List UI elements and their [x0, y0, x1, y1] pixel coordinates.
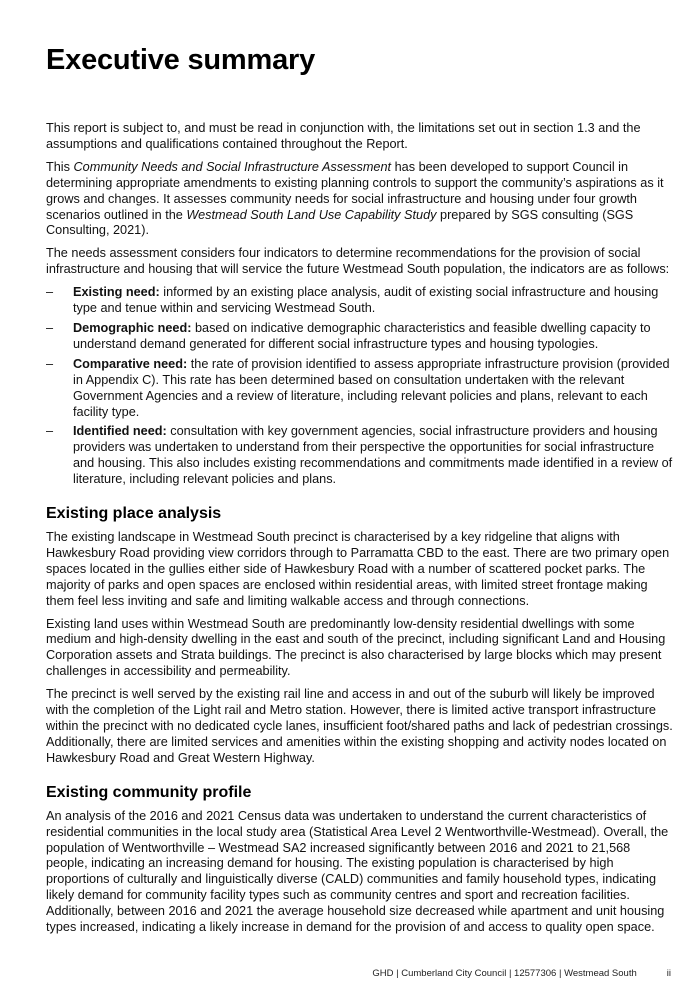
- intro-p2-text-b: has been developed to support Council in determining appropriate amendments to existing planning controls to support the community’s aspirations as it grows and changes. It assesses community needs for social infrastructure and housing under four growth scenarios outlined in the: [46, 159, 664, 222]
- community-profile-paragraph-1: An analysis of the 2016 and 2021 Census data was undertaken to understand the current characteristics of residential communities in the local study area (Statistical Area Level 2 Wentworthville-Westmead). Overall, the population of Wentworthville – Westmead SA2 increased significantly between 2016 and 2021 to 21,568 people, indicating an increasing demand for housing. The existing population is characterised by high proportions of culturally and linguistically diverse (CALD) communities and family household types, indicating likely demand for community facility types such as community centres and sport and recreation facilities. Additionally, between 2016 and 2021 the average household size decreased while apartment and unit housing types increased, indicating a likely increase in demand for the provision of and access to quality open space.: [46, 808, 669, 935]
- assessment-title-italic: Community Needs and Social Infrastructure Assessment: [73, 159, 392, 174]
- place-analysis-paragraph-1: The existing landscape in Westmead South precinct is characterised by a key ridgeline that aligns with Hawkesbury Road providing view corridors through to Parramatta CBD to the east. There are two primary open spaces located in the gullies either side of Hawkesbury Road with a number of scattered pocket parks. The majority of parks and open spaces are enclosed within residential areas, with limited street frontage making them feel less inviting and safe and limiting walkable access and through connections.: [46, 530, 670, 608]
- indicator-term: Existing need:: [73, 285, 160, 300]
- indicator-list: [46, 285, 674, 488]
- place-analysis-paragraph-3: The precinct is well served by the existing rail line and access in and out of the suburb will likely be improved with the completion of the Light rail and Metro station. However, there is limited active transport infrastructure within the precinct with no dedicated cycle lanes, insufficient foot/shared paths and lack of pedestrian crossings. Additionally, there are limited services and amenities within the existing shopping and activity nodes located on Hawkesbury Road and Great Western Highway.: [46, 687, 673, 765]
- dash-bullet: –: [46, 320, 54, 335]
- indicator-text: based on indicative demographic characteristics and feasible dwelling capacity to understand demand generated for different social infrastructure types and housing typologies.: [73, 320, 651, 351]
- dash-bullet: –: [46, 285, 54, 300]
- intro-paragraph-1: This report is subject to, and must be read in conjunction with, the limitations set out in section 1.3 and the assumptions and qualifications contained throughout the Report.: [46, 121, 641, 151]
- indicator-term: Demographic need:: [73, 320, 192, 335]
- indicator-text: informed by an existing place analysis, audit of existing social infrastructure and housing type and tenue within and servicing Westmead South.: [73, 285, 659, 316]
- page-title: Executive summary: [46, 44, 316, 76]
- indicator-text: the rate of provision identified to assess appropriate infrastructure provision (provided in Appendix C). This rate has been determined based on consultation undertaken with the relevant Government Agencies and a review of literature, including relevant policies and plans, relevant to each facility type.: [73, 356, 670, 419]
- dash-bullet: –: [46, 356, 54, 371]
- dash-bullet: –: [46, 424, 54, 439]
- study-title-italic: Westmead South Land Use Capability Study: [186, 207, 437, 222]
- place-analysis-paragraph-2: Existing land uses within Westmead South are predominantly low-density residential dwellings with some medium and high-density dwelling in the east and south of the precinct, including significant Land and Housing Corporation assets and Strata buildings. The precinct is also characterised by large blocks which may present challenges in accessibility and permeability.: [46, 616, 666, 679]
- list-item: [46, 321, 674, 353]
- list-item: [46, 285, 674, 317]
- indicator-text: consultation with key government agencies, social infrastructure providers and housing providers was undertaken to understand from their perspective the opportunities for social infrastructure and housing. This also includes existing recommendations and commitments made identified in a review of literature, including relevant policies and plans.: [73, 424, 673, 487]
- list-item: [46, 424, 674, 488]
- indicator-term: Comparative need:: [73, 356, 188, 371]
- intro-p2-text-a: This: [46, 159, 74, 174]
- page-footer: [372, 968, 671, 979]
- footer-text: GHD | Cumberland City Council | 12577306 | Westmead South: [372, 968, 637, 979]
- intro-paragraph-3: The needs assessment considers four indicators to determine recommendations for the provision of social infrastructure and housing that will service the future Westmead South population, the indicators are as follows:: [46, 246, 670, 277]
- list-item: [46, 357, 674, 421]
- indicator-term: Identified need:: [73, 424, 167, 439]
- intro-p2-text-c: prepared by SGS consulting (SGS Consulting, 2021).: [46, 207, 634, 238]
- page-number: ii: [666, 968, 671, 979]
- section-heading-community-profile: Existing community profile: [46, 783, 252, 801]
- document-body: [46, 121, 674, 943]
- intro-paragraph-2: [46, 160, 674, 240]
- section-heading-place-analysis: Existing place analysis: [46, 505, 222, 523]
